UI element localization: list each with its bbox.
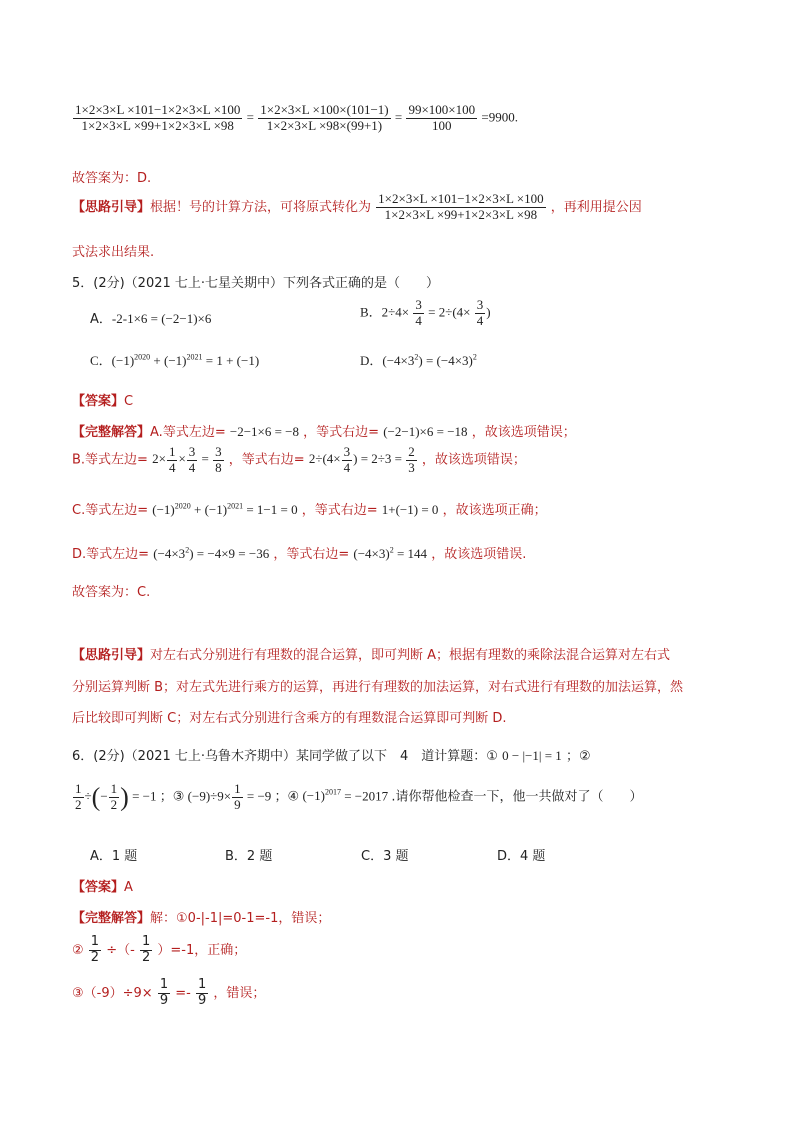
q5-option-c[interactable]: C．$(-1)^{2020} + (-1)^{2021} = 1 + (-1)$ bbox=[90, 352, 260, 368]
q5-hint-line2: 分别运算判断 B；对左式先进行乘方的运算，再进行有理数的加法运算，对右式进行有理数的加法运算，然 bbox=[72, 680, 684, 695]
q5-final: 故答案为：C. bbox=[72, 585, 151, 600]
q5-hint-line3: 后比较即可判断 C；对左右式分别进行含乘方的有理数混合运算即可判断 D. bbox=[72, 711, 507, 726]
q6-answer: 【答案】A bbox=[72, 880, 133, 895]
q6-stem-line2: $\frac{1}{2}$ ÷(− $\frac{1}{2}$ ) = −1 ；③ (−9)÷9× $\frac{1}{9}$ = −9 ；④ $(-1)^{2017} = -2017$ .请你帮他检查一下，他一共做对了（ ） bbox=[75, 781, 643, 812]
q5-stem: 5．(2分)（2021 七上·七星关期中）下列各式正确的是（ ） bbox=[72, 276, 440, 291]
q6-explain-2: ② $\frac{1}{2}$ ÷（- $\frac{1}{2}$ ）=-1，正确； bbox=[72, 934, 247, 965]
q5-option-d[interactable]: D．$(-4\times 3^2) = (-4\times 3)^2$ bbox=[360, 352, 477, 368]
q6-option-a[interactable]: A．1 题 bbox=[90, 849, 138, 864]
hint-1-line2: 式法求出结果. bbox=[72, 245, 155, 260]
q5-answer: 【答案】C bbox=[72, 394, 134, 409]
q5-option-b[interactable]: B．2÷4× $\frac{3}{4}$ = 2÷(4× $\frac{3}{4}$ ) bbox=[360, 297, 491, 328]
q5-explain-a: 【完整解答】A.等式左边= −2−1×6 = −8 ，等式右边= (−2−1)×6 = −18 ，故该选项错误； bbox=[72, 424, 576, 440]
q6-explain-1: 【完整解答】解：①0-|-1|=0-1=-1，错误； bbox=[72, 911, 331, 926]
q6-option-b[interactable]: B．2 题 bbox=[225, 849, 273, 864]
q5-explain-c: C.等式左边= $(-1)^{2020} + (-1)^{2021} = 1-1 = 0$ ，等式右边= 1+(−1) = 0 ，故该选项正确； bbox=[72, 501, 547, 518]
q6-stem: 6．(2分)（2021 七上·乌鲁木齐期中）某同学做了以下 4 道计算题：① 0 − |−1| = 1 ；② bbox=[72, 748, 591, 764]
q6-option-c[interactable]: C．3 题 bbox=[361, 849, 409, 864]
q5-explain-d: D.等式左边= $(-4\times 3^2) = -4\times 9 = -36$ ，等式右边= $(-4\times 3)^2 = 144$ ，故该选项错误. bbox=[72, 545, 527, 562]
q5-explain-b: B.等式左边= 2× $\frac{1}{4}$ × $\frac{3}{4}$ = $\frac{3}{8}$ ，等式右边= 2÷(4× $\frac{3}{4}$ ) = 2÷3 = $\frac{2}{3}$ ，故该选项错误； bbox=[72, 444, 526, 475]
top-equation: $\frac{1\times 2\times 3\times L \times 101-1\times 2\times 3\times L \times 100}{1\times 2\times 3\times L \times 99+1\times 2\times 3\times L \times 98}$ = $\frac{1\times 2\times 3\times L \times 100\times(101-1)}{1\times 2\times 3\times L \times 98\times(99+1)}$ = $\frac{99\times 100\times 100}{100}$ =9900. bbox=[75, 102, 518, 133]
q5-hint-line1: 【思路引导】对左右式分别进行有理数的混合运算，即可判断 A；根据有理数的乘除法混合运算对左右式 bbox=[72, 648, 671, 663]
answer-line-1: 故答案为：D. bbox=[72, 171, 152, 186]
hint-1: 【思路引导】根据！号的计算方法，可将原式转化为 $\frac{1\times 2\times 3\times L \times 101-1\times 2\times 3\times L \times 100}{1\times 2\times 3\times L \times 99+1\times 2\times 3\times L \times 98}$ ，再利用提公因 bbox=[72, 191, 642, 222]
q6-option-d[interactable]: D．4 题 bbox=[497, 849, 546, 864]
q6-explain-3: ③（-9）÷9× $\frac{1}{9}$ =- $\frac{1}{9}$ ，错误； bbox=[72, 977, 266, 1008]
q5-option-a[interactable]: A．-2-1×6 = (−2−1)×6 bbox=[90, 311, 212, 327]
